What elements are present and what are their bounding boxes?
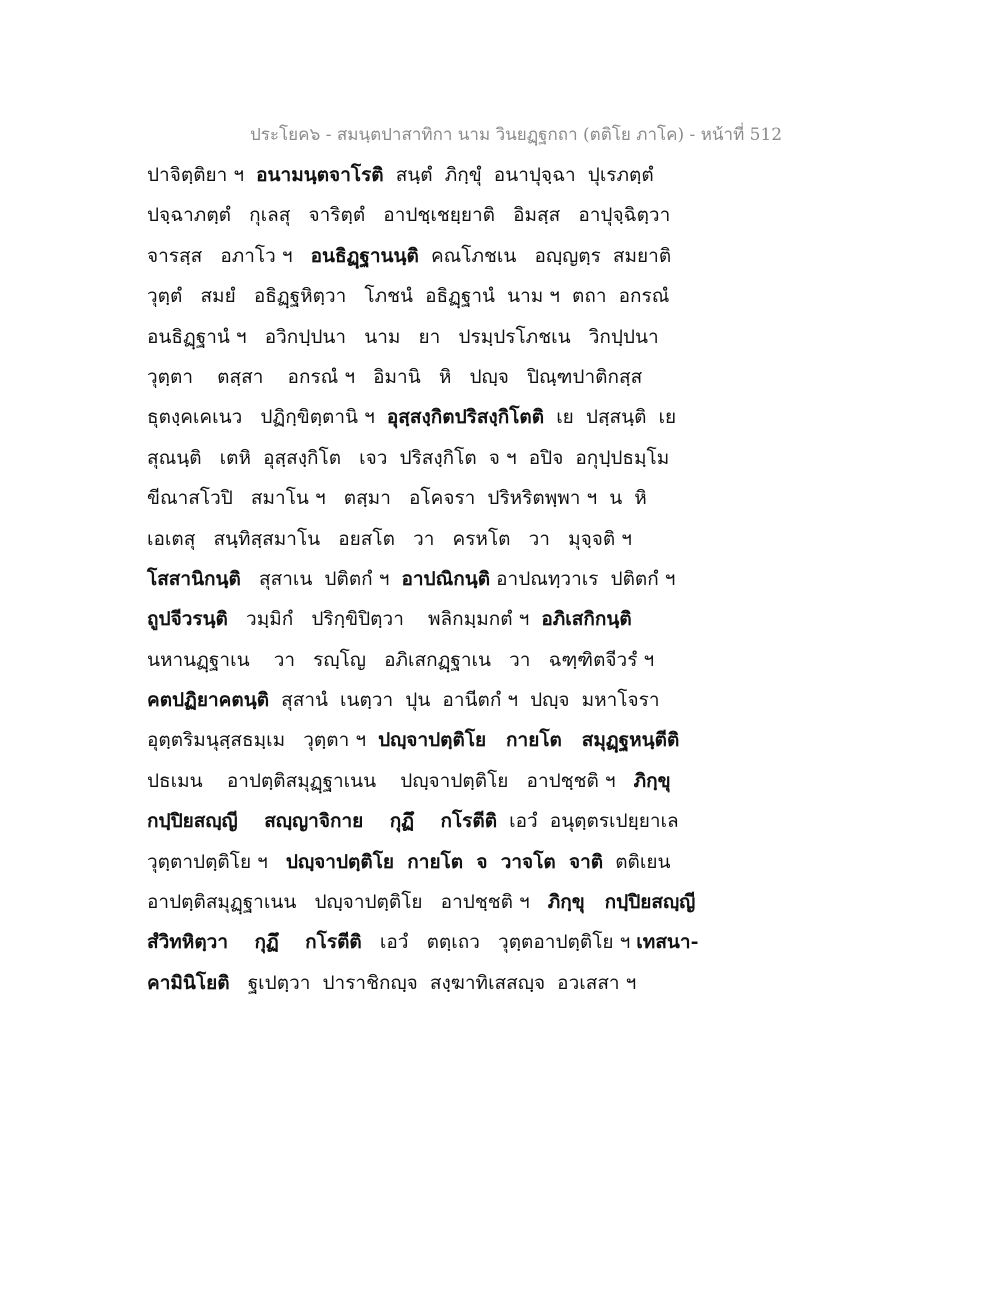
text-run: สุสาเน ปติตกํ ฯ [240, 567, 402, 590]
text-line [147, 645, 707, 685]
text-run: วุตฺตาปตฺติโย ฯ [147, 850, 286, 873]
text-run: ปธเมน อาปตฺติสมุฏฺฐาเนน ปญฺจาปตฺติโย อาปชฺชติ ฯ [147, 769, 634, 792]
text-line [147, 927, 707, 967]
text-line [147, 160, 707, 200]
text-run: อาปตฺติสมุฏฺฐาเนน ปญฺจาปตฺติโย อาปชฺชติ ฯ [147, 891, 548, 914]
text-run: คณโภชเน อญฺญตฺร สมยาติ [418, 244, 672, 267]
text-run: จารสฺส อภาโว ฯ [147, 244, 311, 267]
text-line [147, 685, 707, 725]
text-run: สุสานํ เนตฺวา ปุน อานีตกํ ฯ ปญฺจ มหาโจรา [269, 689, 660, 712]
text-run: วุตฺตํ สมยํ อธิฏฺฐหิตฺวา โภชนํ อธิฏฺฐานํ นาม ฯ ตถา อกรณํ [147, 285, 670, 308]
text-run: วมฺมิกํ ปริกฺขิปิตฺวา พลิกมฺมกตํ ฯ [227, 608, 542, 631]
text-run: อนธิฏฺฐานํ ฯ อวิกปฺปนา นาม ยา ปรมฺปรโภชเน วิกปฺปนา [147, 325, 659, 348]
text-run: นหานฏฺฐาเน วา รญฺโญ อภิเสกฏฺฐาเน วา ฉฑฺฑิตจีวรํ ฯ [147, 648, 655, 671]
text-line [147, 725, 707, 765]
bold-term: ภิกฺขุ กปฺปิยสญฺญี [547, 891, 696, 914]
text-line [147, 806, 707, 846]
text-line [147, 524, 707, 564]
text-line [147, 766, 707, 806]
text-line [147, 281, 707, 321]
text-line [147, 362, 707, 402]
running-header: ประโยค๖ - สมนฺตปาสาทิกา นาม วินยฏฺฐกถา (ตติโย ภาโค) - หน้าที่ 512 [250, 125, 783, 145]
text-run: ปจฺฉาภตฺตํ กุเลสุ จาริตฺตํ อาปชฺเชยฺยาติ อิมสฺส อาปุจฺฉิตฺวา [147, 204, 671, 227]
text-run: สนฺตํ ภิกฺขุํ อนาปุจฺฉา ปุเรภตฺตํ [383, 164, 654, 186]
text-run: เอวํ อนุตฺตรเปยฺยาเล [497, 810, 679, 833]
bold-term: ปญฺจาปตฺติโย กายโต จ วาจโต จาติ [285, 850, 604, 873]
bold-term: กปฺปิยสญฺญี สญฺญาจิกาย กุฏึ กโรตีติ [147, 810, 498, 833]
bold-term: คามินิโยติ [147, 971, 230, 994]
text-run: ปาจิตฺติยา ฯ [147, 164, 257, 186]
text-run: อาปณทฺวาเร ปติตกํ ฯ [490, 567, 676, 590]
text-line [147, 847, 707, 887]
bold-term: อุสฺสงฺกิตปริสงฺกิโตติ [386, 406, 545, 429]
bold-term: เทสนา- [636, 931, 699, 954]
body-text [147, 160, 707, 1008]
text-line [147, 402, 707, 442]
bold-term: อภิเสกิกนฺติ [541, 608, 632, 631]
text-line [147, 887, 707, 927]
text-line [147, 241, 707, 281]
bold-term: อนามนฺตจาโรติ [256, 164, 384, 186]
text-line [147, 200, 707, 240]
bold-term: ภิกฺขุ [633, 769, 671, 792]
text-line [147, 968, 707, 1008]
text-run: ขีณาสโวปิ สมาโน ฯ ตสฺมา อโคจรา ปริหริตพฺพา ฯ น หิ [147, 487, 647, 510]
bold-term: อาปณิกนฺติ [401, 567, 491, 590]
text-run: สุณนฺติ เตหิ อุสฺสงฺกิโต เจว ปริสงฺกิโต จ ฯ อปิจ อกุปฺปธมฺโม [147, 446, 670, 469]
text-run: อุตฺตริมนุสฺสธมฺเม วุตฺตา ฯ [147, 729, 379, 752]
bold-term: โสสานิกนฺติ [147, 567, 241, 590]
text-run: เอวํ ตตฺเถว วุตฺตอาปตฺติโย ฯ [361, 931, 637, 954]
text-run: ฐเปตฺวา ปาราชิกญฺจ สงฺฆาทิเสสญฺจ อวเสสา ฯ [229, 971, 637, 994]
text-run: ตติเยน [603, 850, 671, 873]
text-line [147, 604, 707, 644]
bold-term: คตปฏิยาคตนฺติ [147, 689, 270, 712]
bold-term: ถูปจีวรนฺติ [147, 608, 228, 631]
text-line [147, 443, 707, 483]
text-run: วุตฺตา ตสฺสา อกรณํ ฯ อิมานิ หิ ปญฺจ ปิณฺฑปาติกสฺส [147, 365, 643, 388]
text-line [147, 322, 707, 362]
text-run: เอเตสุ สนฺทิสฺสมาโน อยสโต วา ครหโต วา มุจฺจติ ฯ [147, 527, 632, 550]
bold-term: อนธิฏฺฐานนฺติ [310, 244, 419, 267]
text-line [147, 564, 707, 604]
text-run: เย ปสฺสนฺติ เย [544, 406, 677, 429]
text-line [147, 483, 707, 523]
bold-term: สํวิทหิตฺวา กุฏึ กโรตีติ [147, 931, 362, 954]
text-run: ธุตงฺคเคเนว ปฏิกฺขิตฺตานิ ฯ [147, 406, 387, 429]
bold-term: ปญฺจาปตฺติโย กายโต สมุฏฺฐหนฺตีติ [378, 729, 680, 752]
